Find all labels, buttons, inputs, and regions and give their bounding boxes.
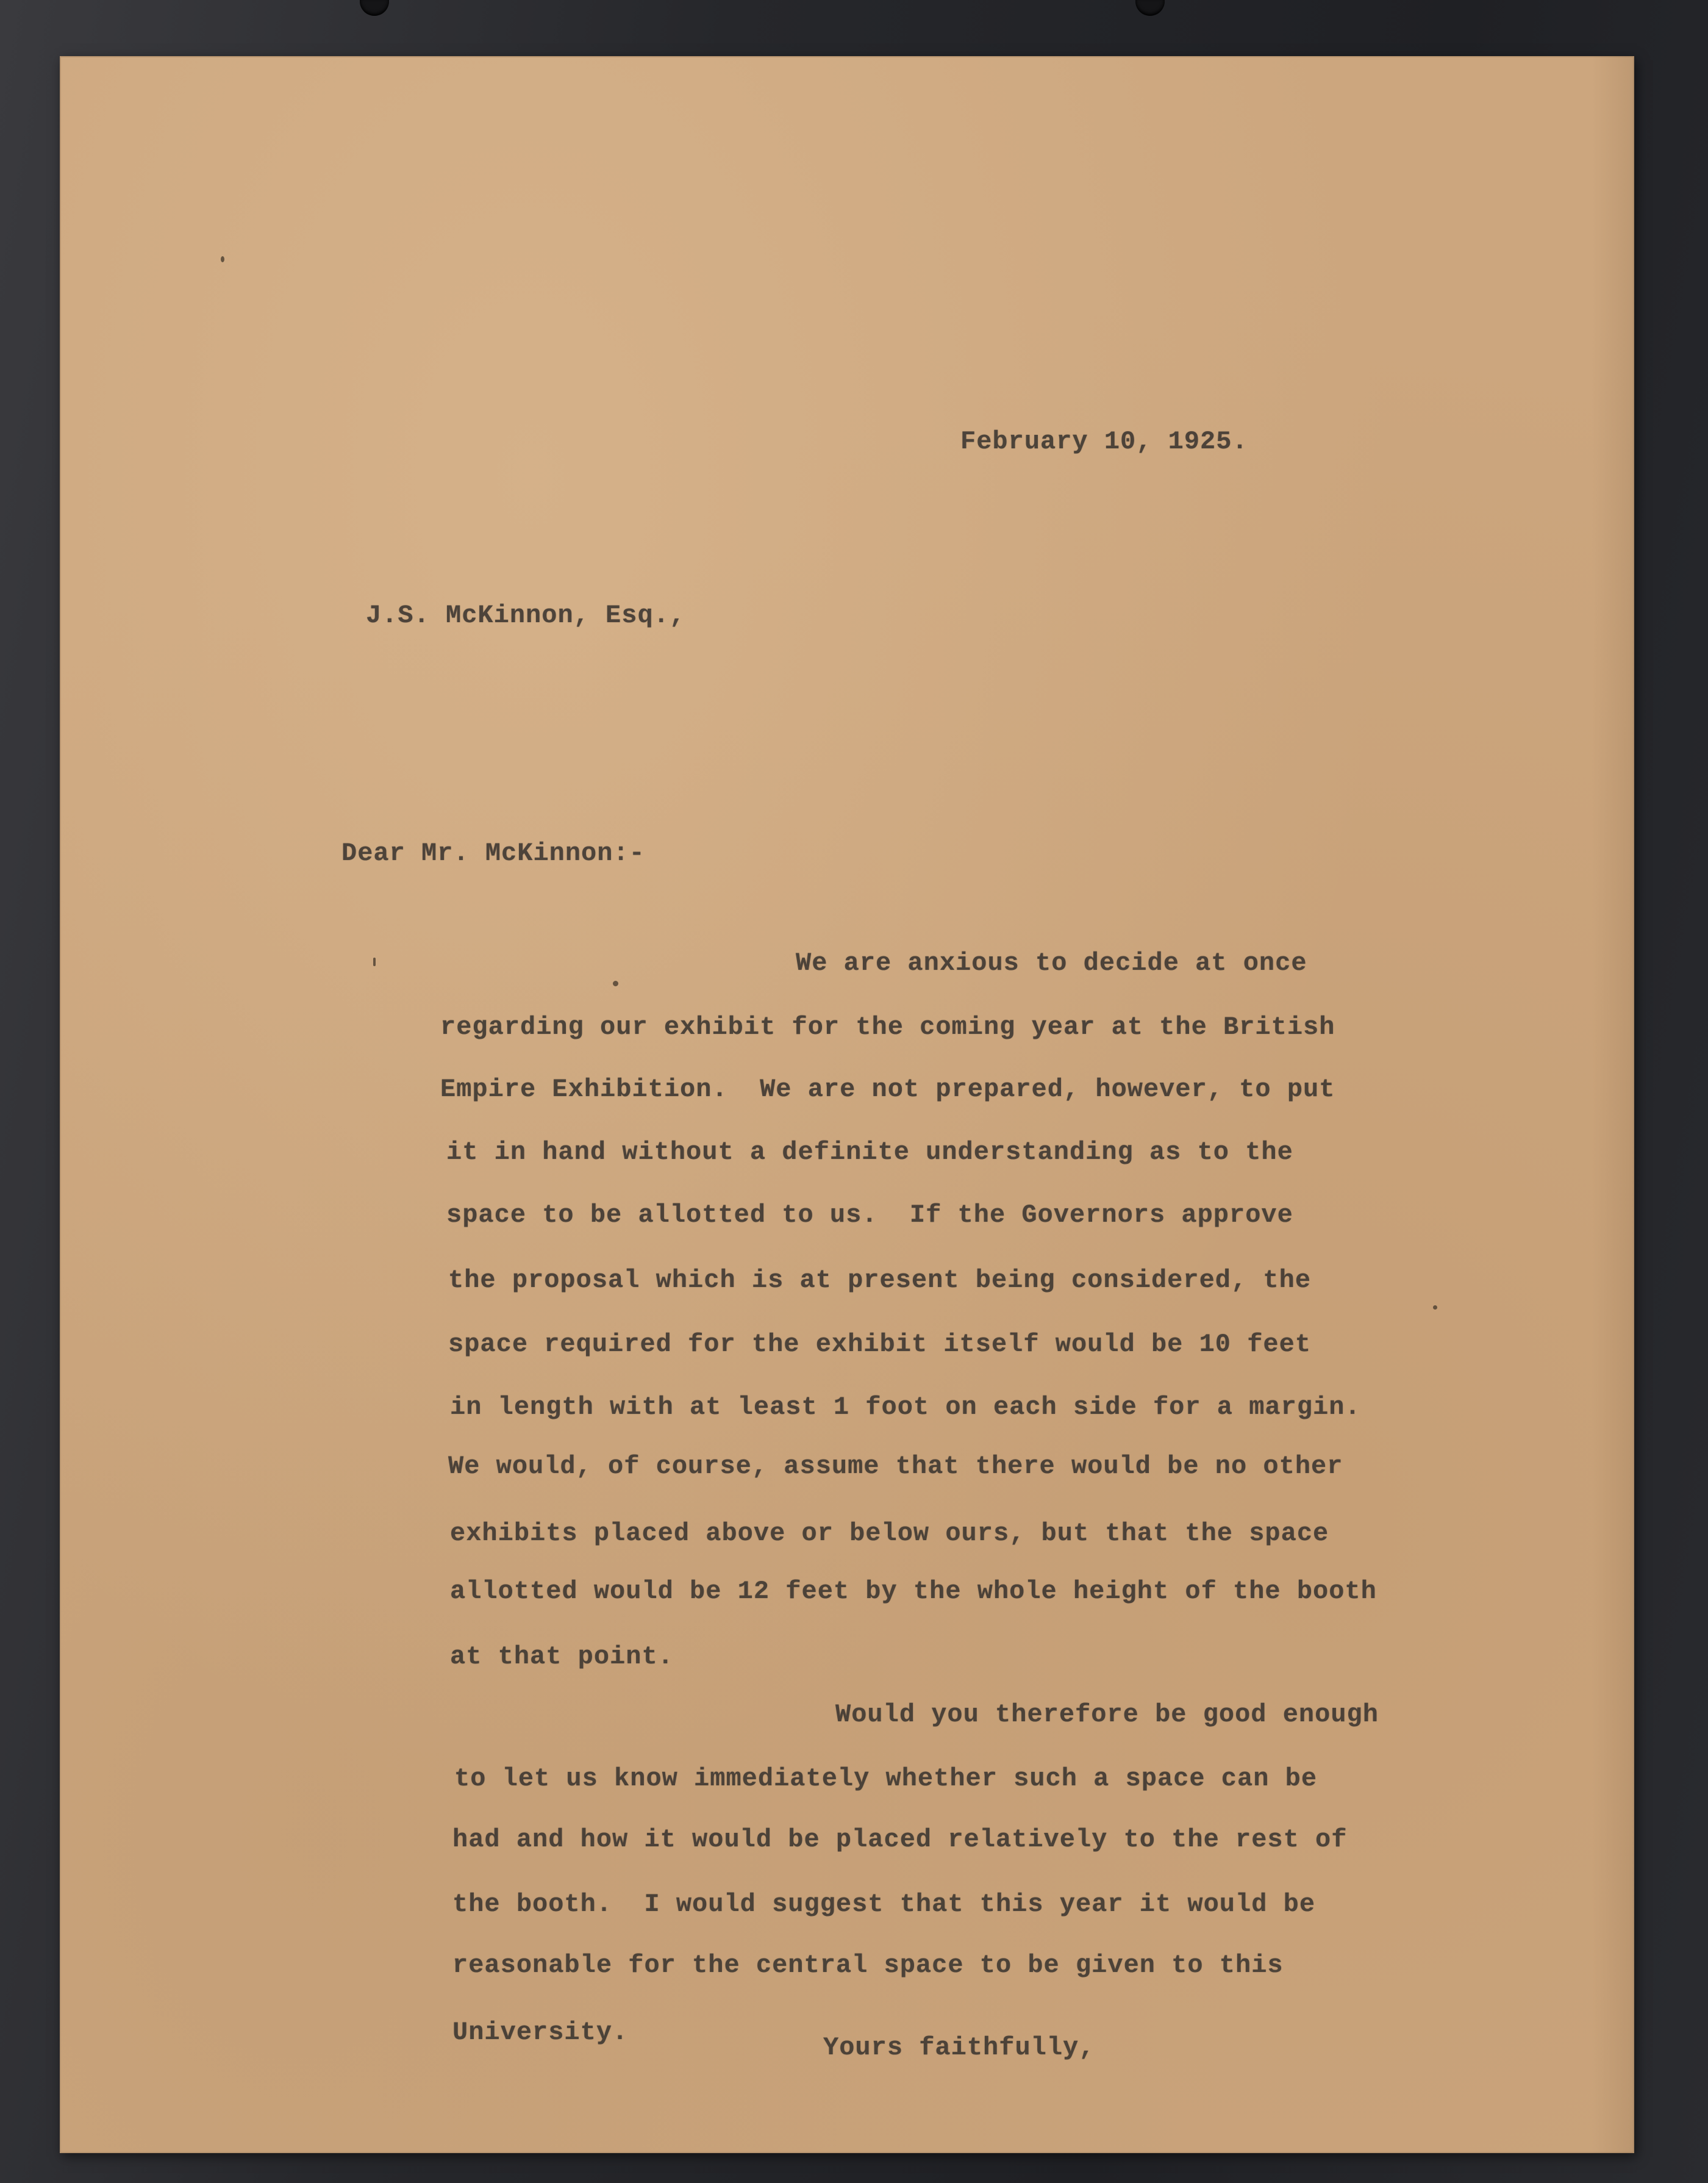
letter-addressee: J.S. McKinnon, Esq., [366, 601, 686, 630]
paragraph-line: We would, of course, assume that there would be no other [448, 1452, 1343, 1481]
paragraph-line: the proposal which is at present being considered, the [448, 1266, 1312, 1295]
paragraph-line: at that point. [450, 1642, 674, 1671]
paragraph-line: exhibits placed above or below ours, but that the space [450, 1519, 1329, 1548]
paragraph-line: reasonable for the central space to be given to this [452, 1951, 1284, 1980]
letter-closing: Yours faithfully, [823, 2033, 1095, 2062]
paragraph-line: regarding our exhibit for the coming year at the British [440, 1013, 1335, 1042]
paragraph-line: University. [452, 2018, 629, 2047]
paper-speck [1433, 1305, 1437, 1310]
letter-date: February 10, 1925. [960, 427, 1248, 456]
paragraph-line: space to be allotted to us. If the Governors approve [446, 1200, 1293, 1230]
paragraph-line: allotted would be 12 feet by the whole height of the booth [450, 1577, 1377, 1606]
paragraph-line: it in hand without a definite understanding as to the [446, 1138, 1293, 1167]
paragraph-line: had and how it would be placed relatively to the rest of [452, 1825, 1348, 1854]
paragraph-line: Empire Exhibition. We are not prepared, however, to put [440, 1075, 1335, 1104]
paragraph-line: space required for the exhibit itself would be 10 feet [448, 1330, 1312, 1359]
paragraph-line: Would you therefore be good enough [835, 1700, 1379, 1729]
letter-salutation: Dear Mr. McKinnon:- [341, 839, 645, 868]
paper-speck [373, 958, 376, 966]
paragraph-line: the booth. I would suggest that this year it would be [452, 1890, 1316, 1919]
paper-speck [221, 256, 224, 262]
paragraph-line: We are anxious to decide at once [796, 948, 1307, 978]
paragraph-line: in length with at least 1 foot on each side for a margin. [450, 1393, 1361, 1422]
paper-speck [613, 981, 618, 986]
paragraph-line: to let us know immediately whether such a space can be [454, 1764, 1318, 1793]
